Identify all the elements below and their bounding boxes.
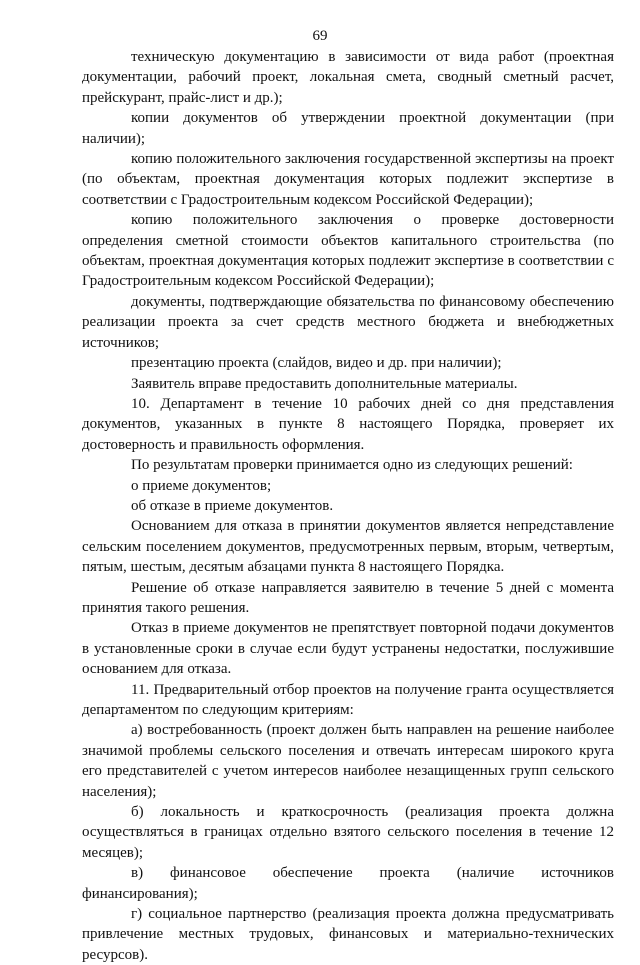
paragraph-resubmission: Отказ в приеме документов не препятствует повторной подачи документов в установленные сроки в случае если будут устранены недостатки, послужившие основанием для отказа. <box>82 620 614 678</box>
paragraph-criterion-b: б) локальность и краткосрочность (реализация проекта должна осуществляться в границах отдельно взятого сельского поселения в течение 12 месяцев); <box>82 804 614 861</box>
paragraph-decisions-intro: По результатам проверки принимается одно из следующих решений: <box>131 457 573 474</box>
paragraph-additional-materials: Заявитель вправе предоставить дополнительные материалы. <box>131 375 518 392</box>
page-number: 69 <box>312 28 328 44</box>
paragraph-decision-reject: об отказе в приеме документов. <box>131 497 334 514</box>
paragraph-approval-copies: копии документов об утверждении проектной документации (при наличии); <box>82 110 614 147</box>
paragraph-criterion-a: а) востребованность (проект должен быть направлен на решение наиболее значимой проблемы сельского поселения и отвечать интересам широкого круга его представителей с учетом интересов наиболее незащищенных групп сельского населения); <box>82 722 614 800</box>
paragraph-financial-obligations: документы, подтверждающие обязательства по финансовому обеспечению реализации проекта за счет средств местного бюджета и внебюджетных источников; <box>82 293 614 351</box>
document-body <box>82 47 614 965</box>
paragraph-criterion-g: г) социальное партнерство (реализация проекта должна предусматривать привлечение местных трудовых, финансовых и материально-технических ресурсов). <box>82 906 614 963</box>
paragraph-technical-documentation: техническую документацию в зависимости от вида работ (проектная документации, рабочий проект, локальная смета, сводный сметный расчет, прейскурант, прайс-лист и др.); <box>82 49 614 106</box>
paragraph-clause-10: 10. Департамент в течение 10 рабочих дней со дня представления документов, указанных в пункте 8 настоящего Порядка, проверяет их достоверность и правильность оформления. <box>82 395 614 453</box>
paragraph-state-expertise: копию положительного заключения государственной экспертизы на проект (по объектам, проектная документация которых подлежит экспертизе в соответствии с Градостроительным кодексом Российской Федерации); <box>82 151 614 208</box>
paragraph-presentation: презентацию проекта (слайдов, видео и др. при наличии); <box>131 355 502 372</box>
paragraph-cost-verification: копию положительного заключения о проверке достоверности определения сметной стоимости объектов капитального строительства (по объектам, проектная документация которых подлежит экспертизе в соответствии с Градостроительным кодексом Российской Федерации); <box>82 212 614 290</box>
paragraph-rejection-grounds: Основанием для отказа в принятии документов является непредставление сельским поселением документов, предусмотренных первым, вторым, четвертым, пятым, шестым, десятым абзацами пункта 8 настоящего Порядка. <box>82 518 614 576</box>
paragraph-decision-accept: о приеме документов; <box>131 477 272 494</box>
paragraph-rejection-notice: Решение об отказе направляется заявителю в течение 5 дней с момента принятия такого решения. <box>82 579 614 616</box>
paragraph-clause-11: 11. Предварительный отбор проектов на получение гранта осуществляется департаментом по следующим критериям: <box>82 681 614 718</box>
paragraph-criterion-v: в) финансовое обеспечение проекта (наличие источников финансирования); <box>82 865 614 902</box>
